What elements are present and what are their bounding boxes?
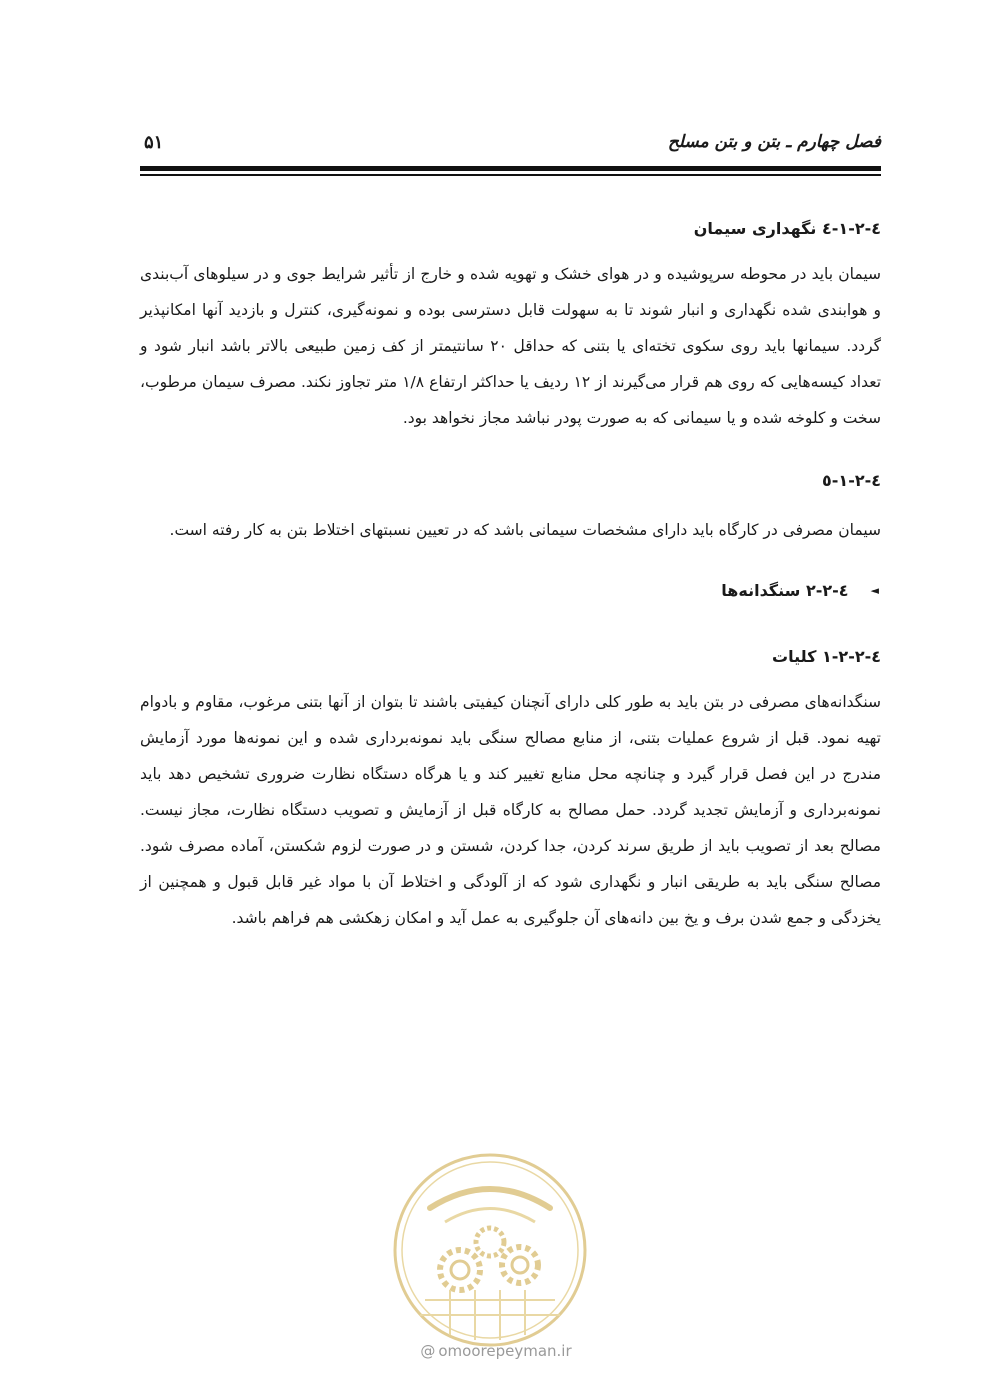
watermark-site-text: omoorepeyman.ir [438,1342,572,1360]
section-541-heading: ٤-٢-١-٥ [822,471,881,490]
watermark-logo [390,1150,590,1350]
general-paragraph: سنگدانه‌های مصرفی در بتن باید به طور کلی دارای آنچنان کیفیتی باشند تا بتوان از آنها بتنی مرغوب، مقاوم و بادوام تهیه نمود. قبل از شروع عملیات بتنی، از منابع مصالح سنگی باید نمونه‌برداری شده و این نمونه‌ها مورد آزمایش مندرج در این فصل قرار گیرد و چنانچه محل منابع تغییر کند و یا هرگاه دستگاه نظارت ضروری تشخیص دهد باید نمونه‌برداری و آزمایش تجدید گردد. حمل مصالح به کارگاه قبل از آزمایش و تصویب دستگاه نظارت، مجاز نیست. مصالح بعد از تصویب باید از طریق سرند کردن، جدا کردن، شستن و در صورت لزوم شکستن، آماده مصرف شود. مصالح سنگی باید به طریقی انبار و نگهداری شود که از آلودگی و اختلاط آن با مواد غیر قابل قبول و همچنین از یخزدگی و جمع شدن برف و یخ بین دانه‌های آن جلوگیری به عمل آید و امکان زهکشی هم فراهم باشد. [140,693,881,927]
watermark-site [0,1342,992,1360]
header-rule-thick [140,166,881,171]
page-number: ۵۱ [144,132,164,153]
cement-storage-heading: ٤-٢-١-٤ نگهداری سیمان [693,219,881,238]
section-541-paragraph: سیمان مصرفی در کارگاه باید دارای مشخصات سیمانی باشد که در تعیین نسبتهای اختلاط بتن به کار رفته است. [169,521,881,539]
chapter-title: فصل چهارم ـ بتن و بتن مسلح [667,132,881,152]
header-rule-thin [140,174,881,176]
bullet-arrow-icon: ◄ [870,584,879,597]
general-heading: ٤-٢-٢-١ کلیات [771,647,881,666]
page-body [140,214,881,936]
aggregates-heading [140,576,881,606]
aggregates-heading-text: ٤-٢-٢ سنگدانه‌ها [721,581,849,600]
at-sign-icon: @ [420,1342,436,1360]
page-header [140,128,881,164]
cement-storage-paragraph: سیمان باید در محوطه سرپوشیده و در هوای خشک و تهویه شده و خارج از تأثیر شرایط جوی و در سیلوهای آب‌بندی و هوابندی شده نگهداری و انبار شوند تا به سهولت قابل دسترسی بوده و نمونه‌گیری، کنترل و بازدید آنها امکانپذیر گردد. سیمانها باید روی سکوی تخته‌ای یا بتنی که حداقل ۲۰ سانتیمتر از کف زمین طبیعی بالاتر باشد انبار شود و تعداد کیسه‌هایی که روی هم قرار می‌گیرند از ۱۲ ردیف یا حداکثر ارتفاع ۱/۸ متر تجاوز نکند. مصرف سیمان مرطوب، سخت و کلوخه شده و یا سیمانی که به صورت پودر نباشد مجاز نخواهد بود. [140,265,882,427]
